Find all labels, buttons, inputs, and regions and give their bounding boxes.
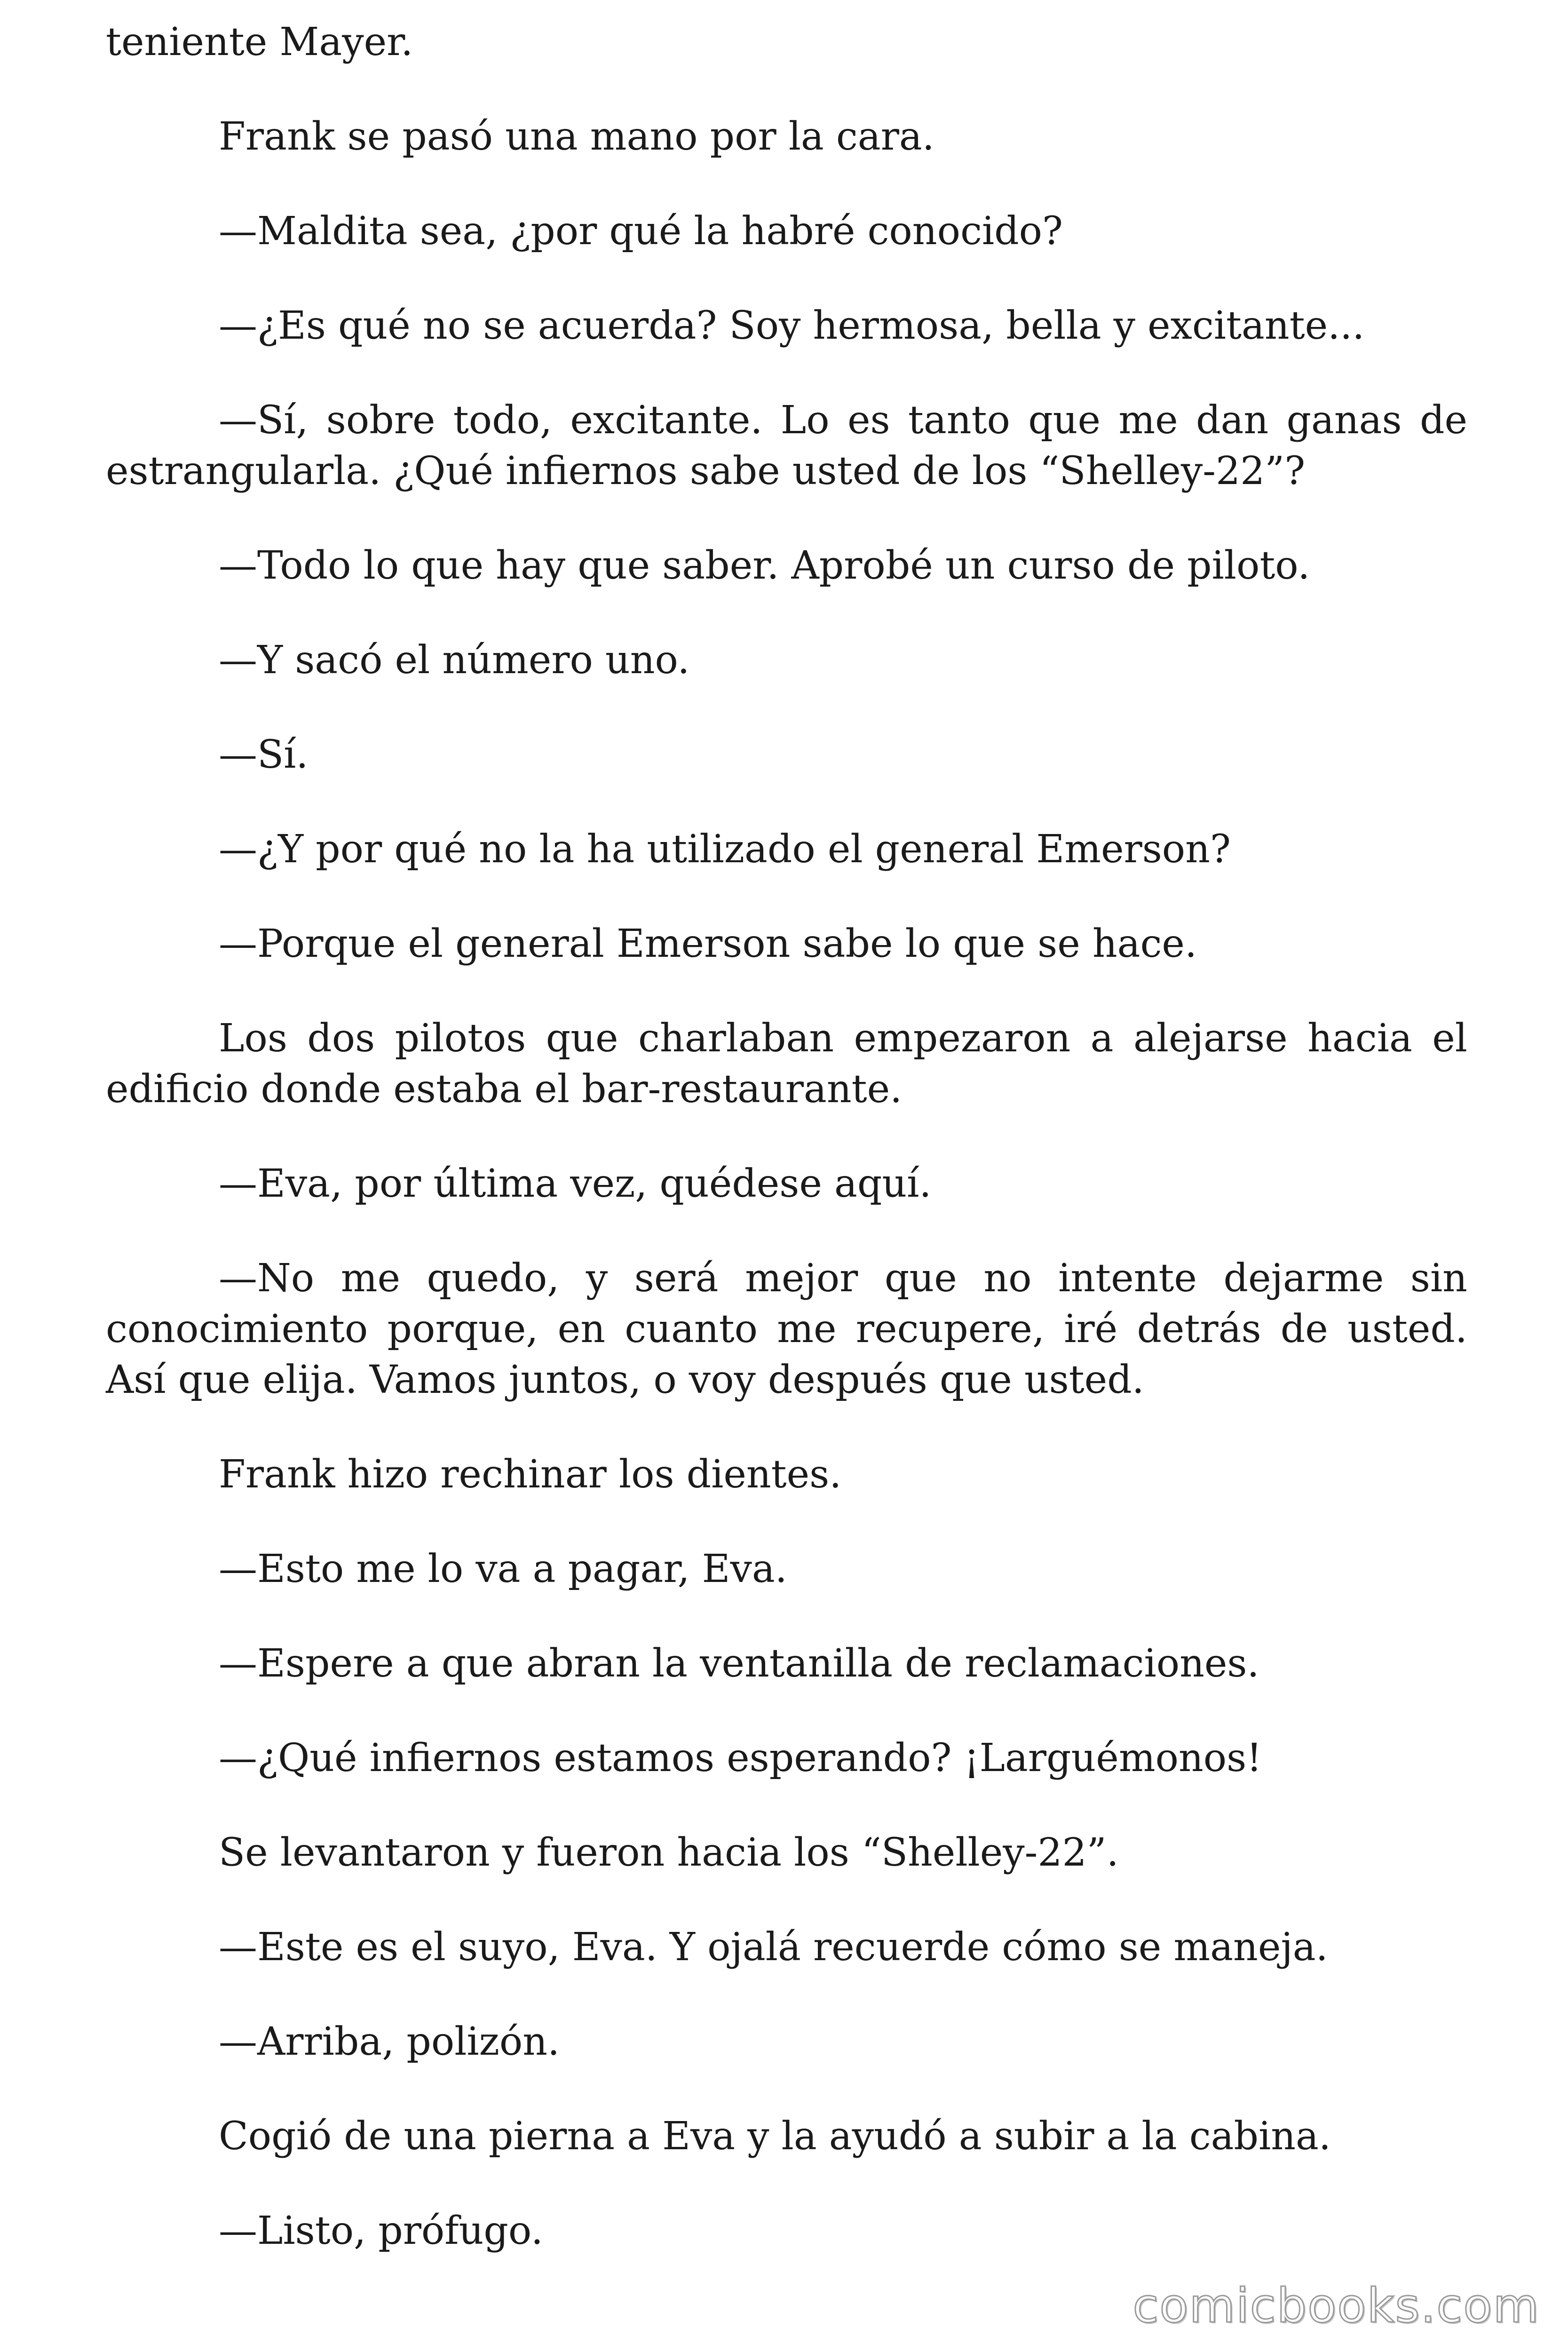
paragraph: —Porque el general Emerson sabe lo que se hace.: [219, 922, 1197, 966]
paragraph: —Espere a que abran la ventanilla de reclamaciones.: [219, 1641, 1259, 1686]
paragraph: —Sí, sobre todo, excitante. Lo es tanto que me dan ganas de estrangularla. ¿Qué infiernos sabe usted de los “Shelley-22”?: [106, 398, 1467, 493]
paragraph: —Todo lo que hay que saber. Aprobé un curso de piloto.: [219, 543, 1310, 588]
paragraph: —Esto me lo va a pagar, Eva.: [219, 1547, 787, 1591]
paragraph: —¿Y por qué no la ha utilizado el general Emerson?: [219, 827, 1231, 872]
paragraph: —Sí.: [219, 732, 309, 777]
paragraph: —Y sacó el número uno.: [219, 638, 690, 683]
paragraph: —Listo, prófugo.: [219, 2209, 543, 2253]
paragraph: —Arriba, polizón.: [219, 2019, 560, 2064]
paragraph: Cogió de una pierna a Eva y la ayudó a subir a la cabina.: [219, 2114, 1331, 2159]
paragraph: —Eva, por última vez, quédese aquí.: [219, 1161, 932, 1206]
paragraph: —No me quedo, y será mejor que no intente dejarme sin conocimiento porque, en cuanto me recupere, iré detrás de usted. Así que elija. Vamos juntos, o voy después que usted.: [106, 1256, 1467, 1402]
paragraph: —Maldita sea, ¿por qué la habré conocido?: [219, 209, 1063, 254]
book-page: [106, 0, 1467, 2352]
paragraph: teniente Mayer.: [106, 20, 413, 64]
paragraph: Los dos pilotos que charlaban empezaron a alejarse hacia el edificio donde estaba el bar-restaurante.: [106, 1016, 1467, 1112]
paragraph: Frank hizo rechinar los dientes.: [219, 1452, 842, 1497]
watermark: comicbooks.com: [1132, 2278, 1540, 2333]
paragraph: —¿Es qué no se acuerda? Soy hermosa, bella y excitante...: [219, 303, 1365, 348]
paragraph: —¿Qué infiernos estamos esperando? ¡Larguémonos!: [219, 1736, 1262, 1780]
paragraph: Frank se pasó una mano por la cara.: [219, 114, 934, 159]
paragraph: Se levantaron y fueron hacia los “Shelley-22”.: [219, 1830, 1119, 1875]
paragraph: —Este es el suyo, Eva. Y ojalá recuerde cómo se maneja.: [219, 1925, 1328, 1970]
